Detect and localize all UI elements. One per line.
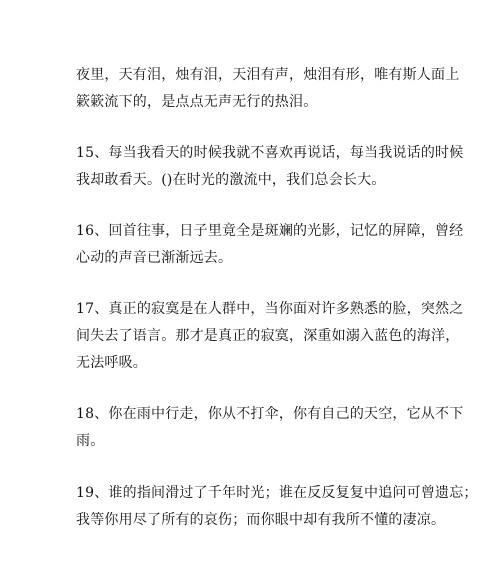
- paragraph-continuation: [76, 62, 460, 116]
- text-line: 雨。: [76, 433, 105, 449]
- text-line: 间失去了语言。那才是真正的寂寞，深重如溺入蓝色的海洋，: [76, 328, 460, 344]
- text-line: 夜里，天有泪，烛有泪，天泪有声，烛泪有形，唯有斯人面上: [76, 67, 460, 83]
- paragraph-17: [76, 296, 464, 377]
- text-line: 我等你用尽了所有的哀伤；而你眼中却有我所不懂的凄凉。: [76, 512, 446, 528]
- text-line: 17、真正的寂寞是在人群中，当你面对许多熟悉的脸，突然之: [76, 301, 464, 317]
- text-line: 15、每当我看天的时候我就不喜欢再说话，每当我说话的时候: [76, 145, 464, 161]
- paragraph-19: [76, 480, 478, 534]
- paragraph-16: [76, 218, 464, 272]
- text-line: 无法呼吸。: [76, 355, 147, 371]
- text-line: 心动的声音已渐渐远去。: [76, 250, 233, 266]
- text-line: 簌簌流下的，是点点无声无行的热泪。: [76, 94, 318, 110]
- text-line: 19、谁的指间滑过了千年时光；谁在反反复复中追问可曾遗忘；: [76, 485, 478, 501]
- faded-cutoff-line: [76, 550, 436, 562]
- paragraph-15: [76, 140, 464, 194]
- paragraph-18: [76, 401, 464, 455]
- text-line: 18、你在雨中行走，你从不打伞，你有自己的天空，它从不下: [76, 406, 464, 422]
- text-line: 16、回首往事，日子里竟全是斑斓的光影，记忆的屏障，曾经: [76, 223, 464, 239]
- text-line: 我却敢看天。()在时光的激流中，我们总会长大。: [76, 172, 386, 188]
